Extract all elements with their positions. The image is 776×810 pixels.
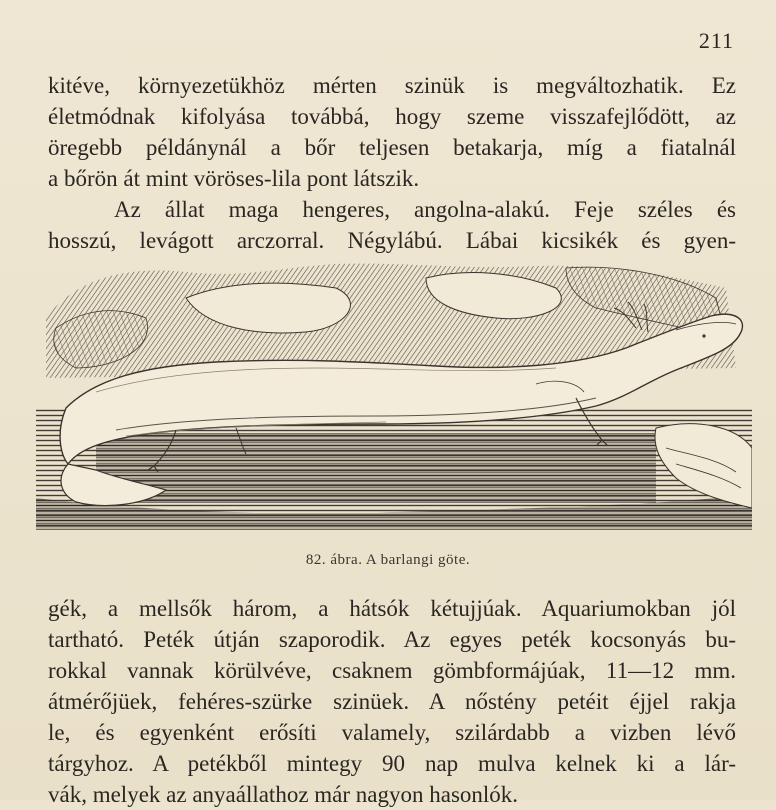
olm-engraving-figure <box>36 258 752 530</box>
text-line: öregebb példánynál a bőr teljesen betakarja, míg a fiatalnál <box>48 135 736 160</box>
text-line: gék, a mellsők három, a hátsók kétujjúak. Aquariumokban jól <box>48 596 736 621</box>
page-number: 211 <box>698 28 734 53</box>
bottom-paragraph <box>48 593 736 810</box>
text-line: életmódnak kifolyása továbbá, hogy szeme visszafejlődött, az <box>48 104 736 129</box>
figure-caption: 82. ábra. A barlangi göte. <box>305 552 471 568</box>
text-line: rokkal vannak körülvéve, csaknem gömbformájúak, 11—12 mm. <box>48 658 736 683</box>
text-line: vák, melyek az anyaállathoz már nagyon hasonlók. <box>48 782 519 807</box>
text-line: tárgyhoz. A petékből mintegy 90 nap mulva kelnek ki a lár- <box>48 751 736 776</box>
olm-engraving-illustration <box>36 258 752 530</box>
text-line: átmérőjüek, fehéres-szürke szinüek. A nőstény petéit éjjel rakja <box>48 689 736 714</box>
text-line: hosszú, levágott arczorral. Négylábú. Lábai kicsikék és gyen- <box>48 228 736 253</box>
text-line: a bőrön át mint vöröses-lila pont látszik. <box>48 166 420 191</box>
text-line: Az állat maga hengeres, angolna-alakú. Feje széles és <box>114 197 736 222</box>
top-paragraph <box>48 70 736 256</box>
text-line: tartható. Peték útján szaporodik. Az egyes peték kocsonyás bu- <box>48 627 736 652</box>
text-line: kitéve, környezetükhöz mérten szinük is megváltozhatik. Ez <box>48 73 736 98</box>
text-line: le, és egyenként erősíti valamely, szilárdabb a vizben lévő <box>48 720 736 745</box>
